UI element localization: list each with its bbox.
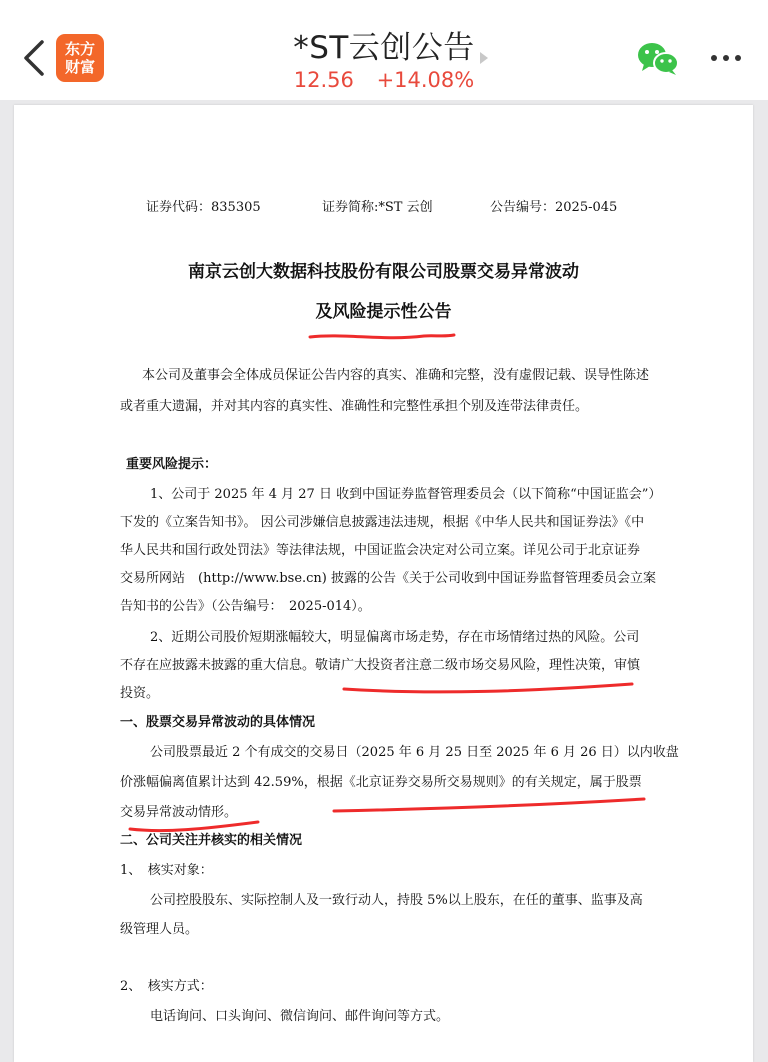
security-short-name: 证券简称:*ST 云创 <box>322 200 433 215</box>
risk-heading: 重要风险提示： <box>126 457 218 472</box>
risk1-line: 下发的《立案告知书》。 因公司涉嫌信息披露违法违规，根据《中华人民共和国证券法》《中 <box>120 515 645 530</box>
risk1-line: 1、公司于 2025 年 4 月 27 日 收到中国证券监督管理委员会（以下简称“中国证监会”） <box>150 487 662 502</box>
logo-text-line2: 财富 <box>64 58 95 76</box>
caret-right-icon <box>480 52 488 64</box>
more-menu-button[interactable] <box>708 48 744 68</box>
intro-line: 本公司及董事会全体成员保证公告内容的真实、准确和完整，没有虚假记载、误导性陈述 <box>142 368 650 383</box>
top-bar <box>0 0 768 100</box>
risk2-line: 2、近期公司股价短期涨幅较大，明显偏离市场走势，存在市场情绪过热的风险。公司 <box>150 630 640 645</box>
risk1-line: 华人民共和国行政处罚法》等法律法规，中国证监会决定对公司立案。详见公司于北京证券 <box>120 543 641 558</box>
section1-line: 交易异常波动情形。 <box>120 805 238 820</box>
stock-price: 12.56 <box>293 68 354 92</box>
red-underline-section1-end <box>130 822 258 831</box>
section1-line: 价涨幅偏离值累计达到 42.59%，根据《北京证券交易所交易规则》的有关规定，属于股票 <box>120 775 642 790</box>
section2-heading: 二、公司关注并核实的相关情况 <box>120 833 303 848</box>
announcement-document <box>14 105 753 1062</box>
risk1-line: 告知书的公告》（公告编号： 2025-014）。 <box>120 599 371 614</box>
intro-line: 或者重大遗漏，并对其内容的真实性、准确性和完整性承担个别及连带法律责任。 <box>120 399 589 414</box>
risk1-line: 交易所网站 (http://www.bse.cn) 披露的公告《关于公司收到中国证券监督管理委员会立案 <box>120 571 657 586</box>
check-target-line: 级管理人员。 <box>120 922 199 937</box>
check-target-label: 1、 核实对象： <box>120 863 213 878</box>
check-target-line: 公司控股股东、实际控制人及一致行动人，持股 5%以上股东，在任的董事、监事及高 <box>150 893 643 908</box>
red-underline-title <box>310 335 454 338</box>
wechat-icon <box>636 40 680 76</box>
risk2-line: 投资。 <box>120 686 160 701</box>
red-underline-section1 <box>334 799 644 811</box>
page-title: *ST云创公告 <box>293 30 475 66</box>
check-method-label: 2、 核实方式： <box>120 979 213 994</box>
wechat-share-button[interactable] <box>636 40 680 76</box>
red-underline-risk2 <box>344 684 632 692</box>
risk2-line: 不存在应披露未披露的重大信息。敬请广大投资者注意二级市场交易风险，理性决策，审慎 <box>120 658 641 673</box>
logo-text-line1: 东方 <box>64 40 95 58</box>
section1-line: 公司股票最近 2 个有成交的交易日（2025 年 6 月 25 日至 2025 年 6 月 26 日）以内收盘 <box>150 745 679 760</box>
more-dots-icon <box>708 48 744 68</box>
doc-title-line1: 南京云创大数据科技股份有限公司股票交易异常波动 <box>188 262 579 282</box>
announcement-page[interactable] <box>14 105 753 1062</box>
doc-title-line2: 及风险提示性公告 <box>315 302 452 322</box>
stock-change: +14.08% <box>376 68 475 92</box>
section1-heading: 一、股票交易异常波动的具体情况 <box>120 715 316 730</box>
check-method-text: 电话询问、口头询问、微信询问、邮件询问等方式。 <box>150 1009 450 1024</box>
notice-number: 公告编号：2025-045 <box>490 200 618 215</box>
security-code: 证券代码：835305 <box>146 200 261 215</box>
